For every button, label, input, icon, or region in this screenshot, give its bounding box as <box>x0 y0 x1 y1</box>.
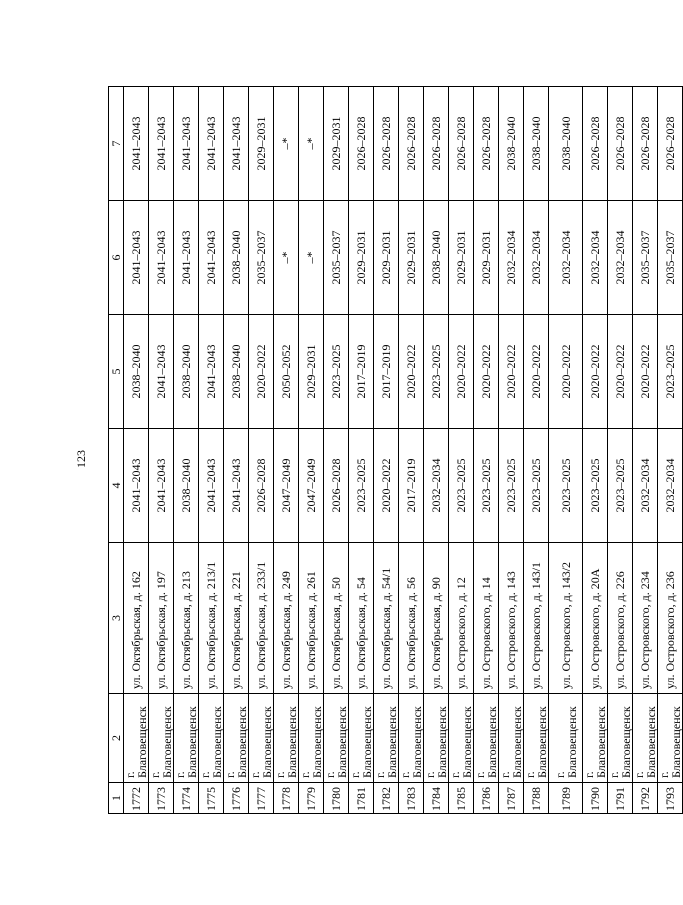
city-cell: г. Благовещенск <box>174 694 199 783</box>
address-cell: ул. Октябрьская, д. 261 <box>299 543 324 694</box>
row-number: 1778 <box>274 783 299 814</box>
address-cell: ул. Октябрьская, д. 249 <box>274 543 299 694</box>
period-cell: 2026–2028 <box>349 87 374 201</box>
city-cell: г. Благовещенск <box>149 694 174 783</box>
address-cell: ул. Октябрьская, д. 56 <box>399 543 424 694</box>
period-cell: 2047–2049 <box>274 429 299 543</box>
period-cell: 2029–2031 <box>449 201 474 315</box>
address-cell: ул. Островского, д. 143/1 <box>524 543 549 694</box>
period-cell: 2038–2040 <box>424 201 449 315</box>
column-header: 4 <box>109 429 124 543</box>
address-cell: ул. Октябрьская, д. 221 <box>224 543 249 694</box>
row-number: 1790 <box>583 783 608 814</box>
address-cell: ул. Октябрьская, д. 90 <box>424 543 449 694</box>
table-row <box>174 87 199 814</box>
row-number: 1774 <box>174 783 199 814</box>
period-cell: 2026–2028 <box>608 87 633 201</box>
period-cell: 2020–2022 <box>449 315 474 429</box>
table-row <box>658 87 683 814</box>
period-cell: 2020–2022 <box>549 315 583 429</box>
period-cell: 2038–2040 <box>174 429 199 543</box>
period-cell: 2017–2019 <box>349 315 374 429</box>
period-cell: 2038–2040 <box>524 87 549 201</box>
period-cell: 2026–2028 <box>324 429 349 543</box>
row-number: 1775 <box>199 783 224 814</box>
period-cell: 2047–2049 <box>299 429 324 543</box>
period-cell: 2032–2034 <box>549 201 583 315</box>
table-row <box>549 87 583 814</box>
city-cell: г. Благовещенск <box>449 694 474 783</box>
address-cell: ул. Островского, д. 234 <box>633 543 658 694</box>
column-header: 7 <box>109 87 124 201</box>
address-cell: ул. Октябрьская, д. 213 <box>174 543 199 694</box>
period-cell: 2041–2043 <box>149 87 174 201</box>
row-number: 1788 <box>524 783 549 814</box>
city-cell: г. Благовещенск <box>324 694 349 783</box>
address-cell: ул. Островского, д. 226 <box>608 543 633 694</box>
capital-repair-schedule-table <box>108 86 683 814</box>
column-header: 3 <box>109 543 124 694</box>
column-header: 2 <box>109 694 124 783</box>
address-cell: ул. Островского, д. 143/2 <box>549 543 583 694</box>
period-cell: 2041–2043 <box>224 429 249 543</box>
table-row <box>608 87 633 814</box>
header-row <box>109 87 124 814</box>
city-cell: г. Благовещенск <box>474 694 499 783</box>
address-cell: ул. Октябрьская, д. 54/1 <box>374 543 399 694</box>
city-cell: г. Благовещенск <box>124 694 149 783</box>
city-cell: г. Благовещенск <box>299 694 324 783</box>
period-cell: 2035–2037 <box>324 201 349 315</box>
period-cell: 2041–2043 <box>199 429 224 543</box>
period-cell: 2023–2025 <box>549 429 583 543</box>
period-cell: 2032–2034 <box>583 201 608 315</box>
row-number: 1787 <box>499 783 524 814</box>
address-cell: ул. Октябрьская, д. 162 <box>124 543 149 694</box>
address-cell: ул. Октябрьская, д. 233/1 <box>249 543 274 694</box>
period-cell: 2026–2028 <box>374 87 399 201</box>
city-cell: г. Благовещенск <box>374 694 399 783</box>
row-number: 1781 <box>349 783 374 814</box>
period-cell: 2038–2040 <box>549 87 583 201</box>
period-cell: 2020–2022 <box>524 315 549 429</box>
table-row <box>249 87 274 814</box>
row-number: 1786 <box>474 783 499 814</box>
row-number: 1782 <box>374 783 399 814</box>
period-cell: 2026–2028 <box>424 87 449 201</box>
period-cell: 2041–2043 <box>199 201 224 315</box>
period-cell: 2023–2025 <box>583 429 608 543</box>
period-cell: 2023–2025 <box>524 429 549 543</box>
city-cell: г. Благовещенск <box>499 694 524 783</box>
period-cell: –* <box>274 201 299 315</box>
period-cell: 2017–2019 <box>374 315 399 429</box>
period-cell: 2041–2043 <box>174 201 199 315</box>
table-row <box>424 87 449 814</box>
period-cell: 2020–2022 <box>633 315 658 429</box>
row-number: 1777 <box>249 783 274 814</box>
city-cell: г. Благовещенск <box>349 694 374 783</box>
row-number: 1776 <box>224 783 249 814</box>
row-number: 1779 <box>299 783 324 814</box>
period-cell: 2041–2043 <box>124 201 149 315</box>
period-cell: 2035–2037 <box>658 201 683 315</box>
address-cell: ул. Островского, д. 20А <box>583 543 608 694</box>
city-cell: г. Благовещенск <box>549 694 583 783</box>
period-cell: 2026–2028 <box>583 87 608 201</box>
period-cell: 2041–2043 <box>149 201 174 315</box>
period-cell: 2020–2022 <box>608 315 633 429</box>
period-cell: 2029–2031 <box>349 201 374 315</box>
period-cell: 2041–2043 <box>199 87 224 201</box>
row-number: 1792 <box>633 783 658 814</box>
table-row <box>199 87 224 814</box>
period-cell: 2041–2043 <box>174 87 199 201</box>
city-cell: г. Благовещенск <box>658 694 683 783</box>
period-cell: 2023–2025 <box>349 429 374 543</box>
period-cell: 2029–2031 <box>399 201 424 315</box>
column-header: 6 <box>109 201 124 315</box>
period-cell: 2032–2034 <box>658 429 683 543</box>
period-cell: 2029–2031 <box>474 201 499 315</box>
period-cell: 2026–2028 <box>474 87 499 201</box>
period-cell: 2020–2022 <box>474 315 499 429</box>
row-number: 1784 <box>424 783 449 814</box>
city-cell: г. Благовещенск <box>224 694 249 783</box>
period-cell: 2050–2052 <box>274 315 299 429</box>
address-cell: ул. Октябрьская, д. 50 <box>324 543 349 694</box>
period-cell: 2041–2043 <box>199 315 224 429</box>
table-container <box>108 87 683 814</box>
period-cell: 2026–2028 <box>449 87 474 201</box>
period-cell: 2032–2034 <box>424 429 449 543</box>
address-cell: ул. Островского, д. 143 <box>499 543 524 694</box>
period-cell: 2038–2040 <box>174 315 199 429</box>
column-header: 1 <box>109 783 124 814</box>
table-row <box>499 87 524 814</box>
period-cell: 2026–2028 <box>658 87 683 201</box>
period-cell: 2020–2022 <box>249 315 274 429</box>
row-number: 1789 <box>549 783 583 814</box>
city-cell: г. Благовещенск <box>249 694 274 783</box>
city-cell: г. Благовещенск <box>399 694 424 783</box>
row-number: 1785 <box>449 783 474 814</box>
table-row <box>124 87 149 814</box>
period-cell: 2017–2019 <box>399 429 424 543</box>
period-cell: 2038–2040 <box>224 315 249 429</box>
period-cell: 2026–2028 <box>633 87 658 201</box>
row-number: 1791 <box>608 783 633 814</box>
period-cell: 2032–2034 <box>524 201 549 315</box>
page-number: 123 <box>74 450 88 468</box>
table-row <box>524 87 549 814</box>
period-cell: 2038–2040 <box>499 87 524 201</box>
table-row <box>274 87 299 814</box>
table-row <box>399 87 424 814</box>
period-cell: 2032–2034 <box>633 429 658 543</box>
period-cell: 2026–2028 <box>399 87 424 201</box>
row-number: 1780 <box>324 783 349 814</box>
table-row <box>349 87 374 814</box>
city-cell: г. Благовещенск <box>633 694 658 783</box>
table-row <box>324 87 349 814</box>
period-cell: 2032–2034 <box>608 201 633 315</box>
table-row <box>583 87 608 814</box>
period-cell: 2041–2043 <box>124 429 149 543</box>
period-cell: 2020–2022 <box>499 315 524 429</box>
period-cell: 2023–2025 <box>499 429 524 543</box>
address-cell: ул. Октябрьская, д. 54 <box>349 543 374 694</box>
period-cell: 2023–2025 <box>324 315 349 429</box>
period-cell: 2041–2043 <box>149 315 174 429</box>
city-cell: г. Благовещенск <box>583 694 608 783</box>
period-cell: –* <box>299 201 324 315</box>
city-cell: г. Благовещенск <box>274 694 299 783</box>
row-number: 1772 <box>124 783 149 814</box>
address-cell: ул. Островского, д. 14 <box>474 543 499 694</box>
city-cell: г. Благовещенск <box>199 694 224 783</box>
period-cell: 2041–2043 <box>124 87 149 201</box>
period-cell: 2032–2034 <box>499 201 524 315</box>
address-cell: ул. Октябрьская, д. 197 <box>149 543 174 694</box>
period-cell: –* <box>274 87 299 201</box>
row-number: 1773 <box>149 783 174 814</box>
table-row <box>633 87 658 814</box>
period-cell: 2020–2022 <box>399 315 424 429</box>
period-cell: 2029–2031 <box>299 315 324 429</box>
period-cell: 2038–2040 <box>224 201 249 315</box>
period-cell: 2041–2043 <box>149 429 174 543</box>
address-cell: ул. Островского, д. 236 <box>658 543 683 694</box>
period-cell: –* <box>299 87 324 201</box>
period-cell: 2023–2025 <box>658 315 683 429</box>
column-header: 5 <box>109 315 124 429</box>
address-cell: ул. Островского, д. 12 <box>449 543 474 694</box>
row-number: 1783 <box>399 783 424 814</box>
period-cell: 2035–2037 <box>249 201 274 315</box>
period-cell: 2035–2037 <box>633 201 658 315</box>
table-row <box>449 87 474 814</box>
table-row <box>374 87 399 814</box>
city-cell: г. Благовещенск <box>424 694 449 783</box>
period-cell: 2023–2025 <box>474 429 499 543</box>
city-cell: г. Благовещенск <box>524 694 549 783</box>
period-cell: 2020–2022 <box>374 429 399 543</box>
rotated-table-wrapper <box>108 87 683 814</box>
period-cell: 2020–2022 <box>583 315 608 429</box>
city-cell: г. Благовещенск <box>608 694 633 783</box>
period-cell: 2038–2040 <box>124 315 149 429</box>
table-row <box>299 87 324 814</box>
period-cell: 2041–2043 <box>224 87 249 201</box>
period-cell: 2029–2031 <box>324 87 349 201</box>
table-row <box>149 87 174 814</box>
row-number: 1793 <box>658 783 683 814</box>
period-cell: 2023–2025 <box>449 429 474 543</box>
address-cell: ул. Октябрьская, д. 213/1 <box>199 543 224 694</box>
period-cell: 2023–2025 <box>608 429 633 543</box>
period-cell: 2026–2028 <box>249 429 274 543</box>
table-row <box>224 87 249 814</box>
period-cell: 2023–2025 <box>424 315 449 429</box>
period-cell: 2029–2031 <box>374 201 399 315</box>
table-row <box>474 87 499 814</box>
period-cell: 2029–2031 <box>249 87 274 201</box>
